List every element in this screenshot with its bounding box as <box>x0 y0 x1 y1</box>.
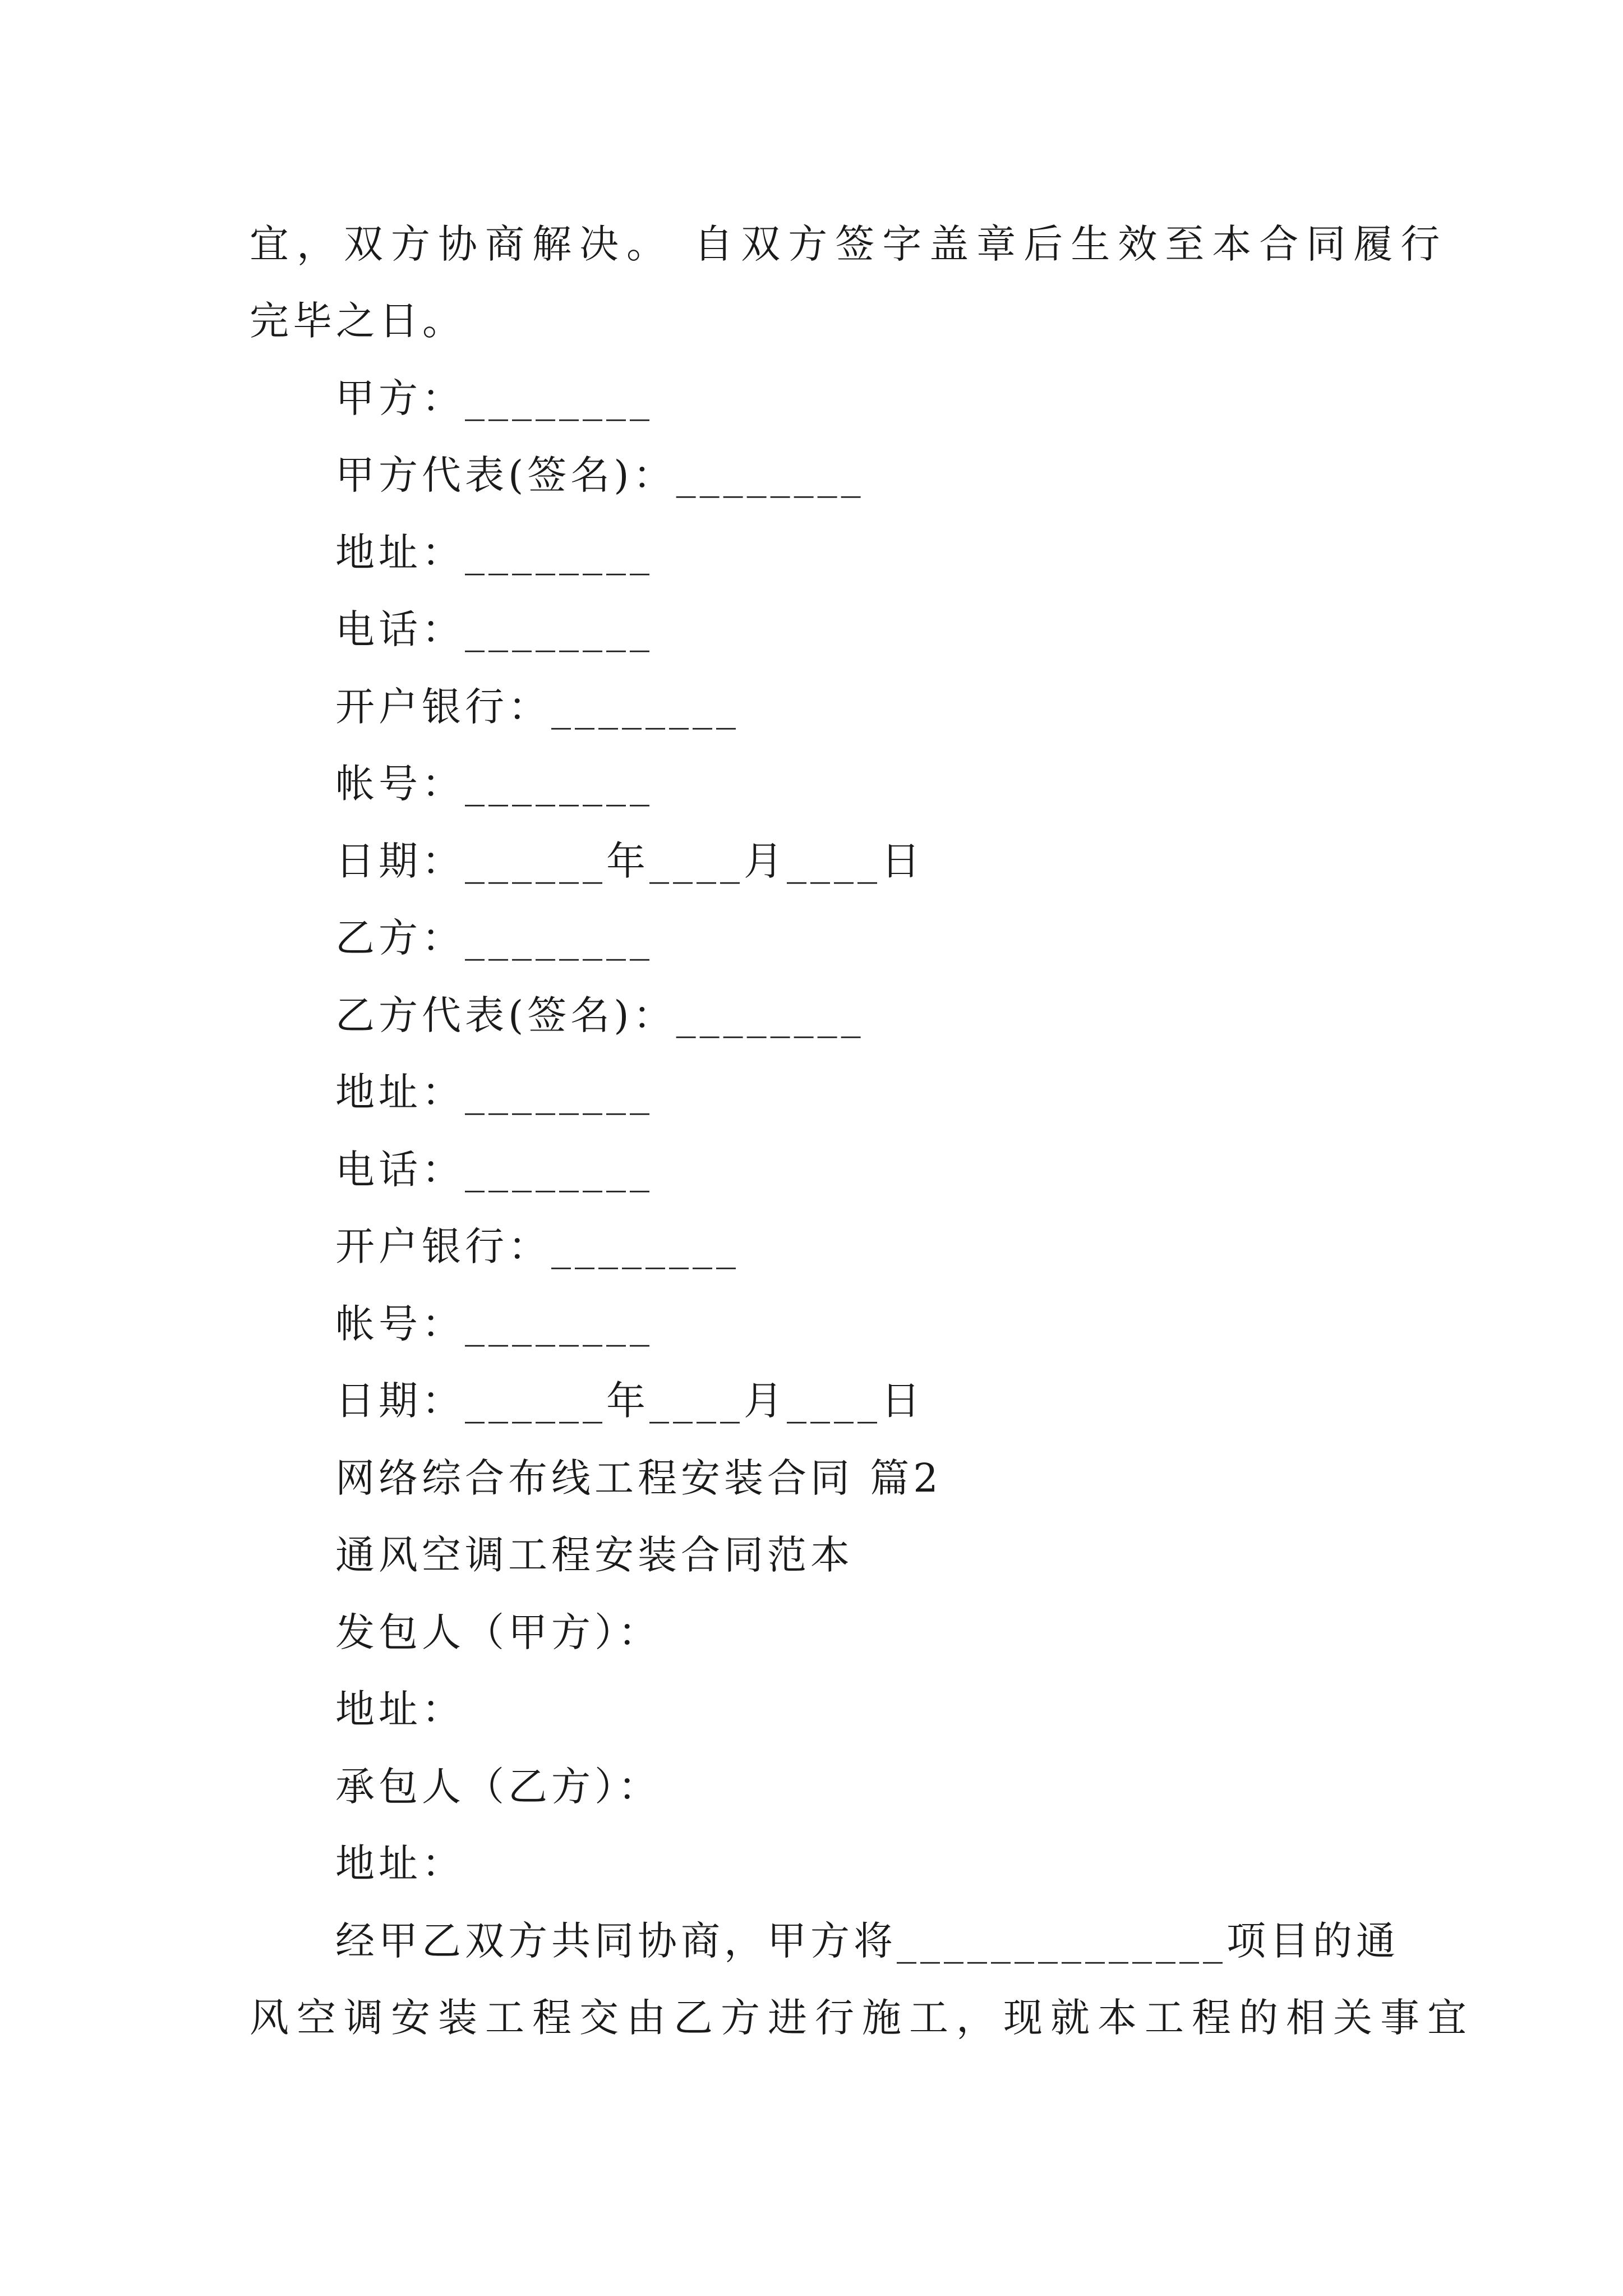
party-b-bank-field: 开户银行：________ <box>335 1223 740 1269</box>
paragraph-line: 风空调安装工程交由乙方进行施工，现就本工程的相关事宜 <box>250 1995 1474 2041</box>
contract-title: 通风空调工程安装合同范本 <box>335 1532 854 1578</box>
section-heading: 网络综合布线工程安装合同 篇2 <box>335 1455 942 1501</box>
party-a-address-field: 地址：________ <box>335 530 653 576</box>
party-b-representative-field: 乙方代表(签名)：________ <box>335 992 865 1038</box>
contractor-address-field: 地址： <box>335 1841 465 1887</box>
paragraph-line: 经甲乙双方共同协商，甲方将______________项目的通 <box>335 1918 1399 1964</box>
party-b-address-field: 地址：________ <box>335 1069 653 1115</box>
party-b-field: 乙方：________ <box>335 915 653 961</box>
party-b-phone-field: 电话：________ <box>335 1147 653 1193</box>
party-b-account-field: 帐号：________ <box>335 1301 653 1347</box>
employer-field: 发包人（甲方）： <box>335 1609 661 1655</box>
party-a-date-field: 日期：______年____月____日 <box>335 838 924 884</box>
party-a-account-field: 帐号：________ <box>335 761 653 807</box>
party-a-field: 甲方：________ <box>335 375 653 421</box>
party-a-bank-field: 开户银行：________ <box>335 684 740 730</box>
party-a-representative-field: 甲方代表(签名)：________ <box>335 452 865 498</box>
party-a-phone-field: 电话：________ <box>335 606 653 652</box>
contractor-field: 承包人（乙方）： <box>335 1764 661 1810</box>
employer-address-field: 地址： <box>335 1686 465 1732</box>
paragraph-line: 宜，双方协商解决。 自双方签字盖章后生效至本合同履行 <box>250 221 1448 267</box>
paragraph-line: 完毕之日。 <box>250 298 465 344</box>
party-b-date-field: 日期：______年____月____日 <box>335 1378 924 1424</box>
